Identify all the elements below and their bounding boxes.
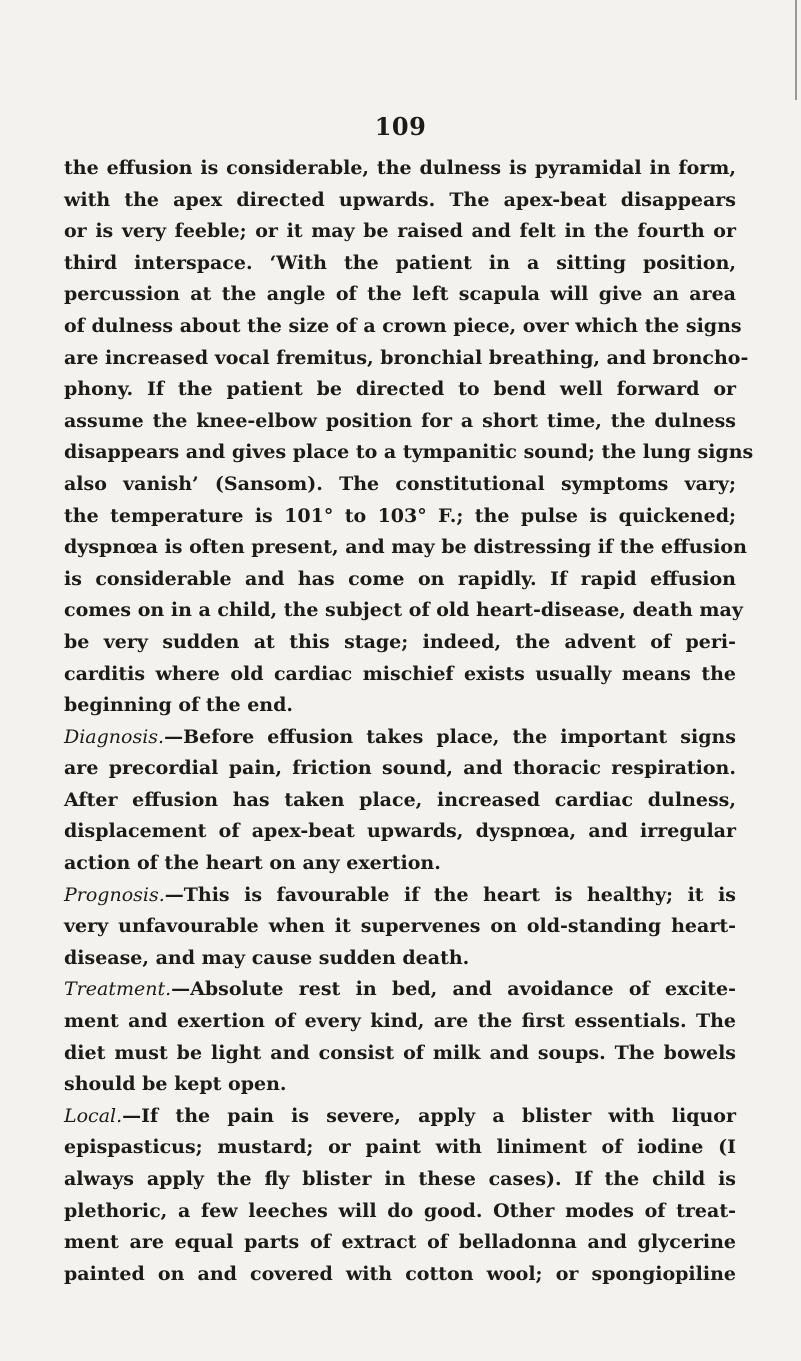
text-line: ment are equal parts of extract of belladonna and glycerine: [64, 1231, 736, 1254]
text-line: After effusion has taken place, increased cardiac dulness,: [64, 788, 736, 811]
text-line: ment and exertion of every kind, are the first essentials. The: [64, 1010, 736, 1033]
body-text: [64, 153, 754, 1290]
paragraph-diagnosis: [64, 722, 736, 880]
text-line: [64, 722, 736, 754]
paragraph-prognosis: [64, 880, 736, 975]
page-number: 109: [374, 112, 427, 141]
text-line: are increased vocal fremitus, bronchial breathing, and broncho-: [64, 346, 749, 369]
text-line: phony. If the patient be directed to bend well forward or: [64, 378, 736, 401]
paragraph-signs: [64, 153, 754, 722]
text-line: with the apex directed upwards. The apex-beat disappears: [64, 188, 736, 211]
text-line: [64, 880, 736, 912]
text-line: be very sudden at this stage; indeed, the advent of peri-: [64, 630, 736, 653]
text-line: is considerable and has come on rapidly. If rapid effusion: [64, 567, 736, 590]
text-line: plethoric, a few leeches will do good. Other modes of treat-: [64, 1199, 736, 1222]
text-line: or is very feeble; or it may be raised and felt in the fourth or: [64, 220, 736, 243]
text-line: are precordial pain, friction sound, and thoracic respiration.: [64, 757, 736, 780]
text-line: displacement of apex-beat upwards, dyspnœa, and irregular: [64, 820, 736, 843]
text-line: the effusion is considerable, the dulness is pyramidal in form,: [64, 157, 736, 179]
paragraph-local: [64, 1101, 736, 1291]
text-run: —This is favourable if the heart is healthy; it is: [164, 883, 736, 906]
text-line: beginning of the end.: [64, 694, 293, 717]
text-line: should be kept open.: [64, 1073, 287, 1096]
text-line: of dulness about the size of a crown piece, over which the signs: [64, 314, 742, 337]
text-run: —Absolute rest in bed, and avoidance of excite-: [171, 978, 736, 1001]
section-heading-prognosis: Prognosis.: [64, 883, 165, 906]
paragraph-treatment: [64, 974, 736, 1100]
text-line: disappears and gives place to a tympanitic sound; the lung signs: [64, 441, 754, 464]
text-line: [64, 1101, 736, 1133]
text-line: always apply the fly blister in these cases). If the child is: [64, 1168, 736, 1190]
section-heading-local: Local.: [64, 1104, 123, 1127]
text-line: [64, 974, 736, 1006]
text-line: painted on and covered with cotton wool; or spongiopiline: [64, 1262, 736, 1285]
text-line: percussion at the angle of the left scapula will give an area: [64, 283, 736, 306]
text-line: disease, and may cause sudden death.: [64, 946, 470, 969]
text-line: epispasticus; mustard; or paint with liniment of iodine (I: [64, 1136, 736, 1159]
text-line: also vanish’ (Sansom). The constitutional symptoms vary;: [64, 472, 736, 495]
text-line: carditis where old cardiac mischief exists usually means the: [64, 662, 736, 685]
text-run: —Before effusion takes place, the important signs: [164, 725, 736, 748]
text-line: dyspnœa is often present, and may be distressing if the effusion: [64, 536, 747, 559]
section-heading-treatment: Treatment.: [64, 978, 172, 1001]
page-edge-line: [795, 0, 797, 100]
text-line: assume the knee-elbow position for a short time, the dulness: [64, 409, 736, 432]
section-heading-diagnosis: Diagnosis.: [64, 725, 165, 748]
text-line: diet must be light and consist of milk and soups. The bowels: [64, 1041, 736, 1064]
text-line: the temperature is 101° to 103° F.; the pulse is quickened;: [64, 504, 736, 527]
text-run: —If the pain is severe, apply a blister with liquor: [122, 1104, 736, 1127]
text-line: action of the heart on any exertion.: [64, 852, 441, 875]
text-line: very unfavourable when it supervenes on old-standing heart-: [64, 915, 736, 938]
text-line: comes on in a child, the subject of old heart-disease, death may: [64, 599, 743, 622]
text-line: third interspace. ‘With the patient in a sitting position,: [64, 251, 736, 274]
